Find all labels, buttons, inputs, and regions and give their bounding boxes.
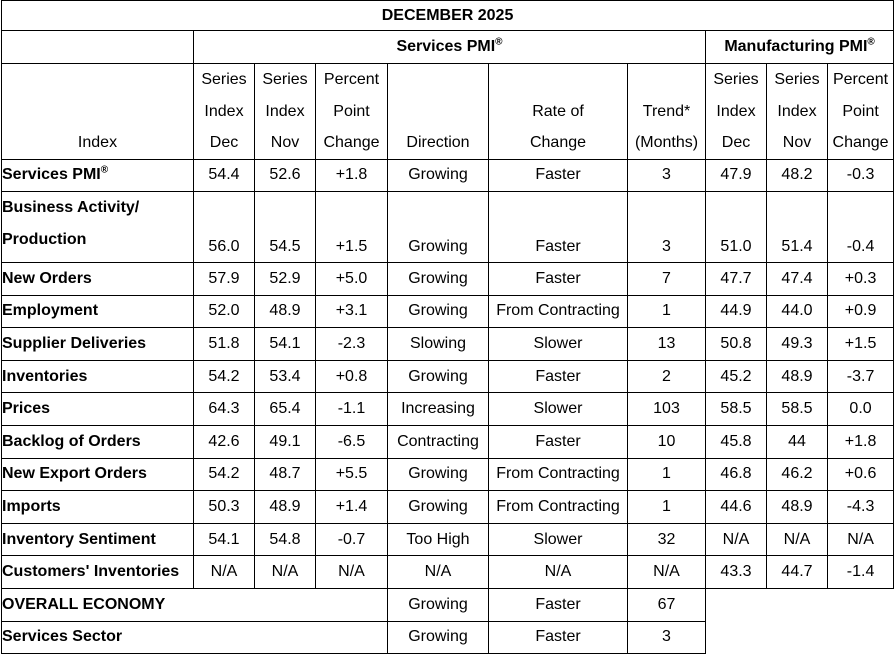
cell-mfg-nov: 48.9 — [767, 360, 828, 393]
header-line: Index — [777, 102, 817, 120]
cell-rate: Slower — [489, 328, 628, 361]
cell-mfg-change: 0.0 — [828, 393, 894, 426]
header-line: Change — [832, 134, 889, 151]
cell-mfg-dec: 46.8 — [706, 458, 767, 491]
cell-mfg-dec: 45.8 — [706, 426, 767, 459]
column-header-mfg-change — [828, 64, 894, 160]
cell-mfg-dec: 43.3 — [706, 556, 767, 589]
cell-rate: N/A — [489, 556, 628, 589]
cell-direction: Contracting — [388, 426, 489, 459]
summary-label: Services Sector — [2, 621, 388, 654]
cell-svc-nov: 52.6 — [255, 159, 316, 192]
cell-mfg-nov: N/A — [767, 523, 828, 556]
cell-svc-nov: 48.9 — [255, 491, 316, 524]
column-header-svc-change — [316, 64, 388, 160]
cell-svc-dec: 42.6 — [194, 426, 255, 459]
row-label-text: Services PMI — [2, 166, 101, 184]
index-label: Index — [77, 134, 118, 151]
header-line: (Months) — [634, 134, 699, 151]
header-line: Index — [204, 102, 244, 120]
cell-direction: Growing — [388, 458, 489, 491]
manufacturing-pmi-header — [706, 31, 894, 64]
cell-mfg-change: -1.4 — [828, 556, 894, 589]
cell-svc-nov: 54.5 — [255, 192, 316, 263]
empty-cell — [706, 621, 894, 654]
cell-trend: 1 — [628, 491, 706, 524]
column-header-mfg-dec — [706, 64, 767, 160]
cell-rate: Faster — [489, 589, 628, 622]
row-label — [2, 159, 194, 192]
table-row — [2, 523, 894, 556]
header-line: Series — [201, 71, 247, 88]
cell-svc-change: -0.7 — [316, 523, 388, 556]
table-title: DECEMBER 2025 — [2, 1, 894, 31]
summary-label: OVERALL ECONOMY — [2, 589, 388, 622]
cell-svc-nov: 54.8 — [255, 523, 316, 556]
cell-mfg-nov: 44.7 — [767, 556, 828, 589]
cell-svc-nov: N/A — [255, 556, 316, 589]
empty-cell — [706, 589, 894, 622]
cell-svc-dec: 64.3 — [194, 393, 255, 426]
cell-mfg-change: -0.4 — [828, 192, 894, 263]
header-line: Direction — [406, 134, 470, 151]
cell-svc-change: +1.5 — [316, 192, 388, 263]
cell-rate: Slower — [489, 523, 628, 556]
column-header-mfg-nov — [767, 64, 828, 160]
header-line: Nov — [782, 134, 812, 151]
cell-trend: 2 — [628, 360, 706, 393]
cell-direction: Growing — [388, 263, 489, 296]
cell-svc-change: +1.4 — [316, 491, 388, 524]
cell-svc-change: N/A — [316, 556, 388, 589]
cell-svc-dec: N/A — [194, 556, 255, 589]
cell-svc-change: +1.8 — [316, 159, 388, 192]
header-line: Point — [333, 102, 370, 120]
table-row — [2, 328, 894, 361]
cell-trend: 1 — [628, 295, 706, 328]
cell-svc-dec: 56.0 — [194, 192, 255, 263]
cell-mfg-dec: 47.7 — [706, 263, 767, 296]
cell-direction: Too High — [388, 523, 489, 556]
cell-svc-dec: 57.9 — [194, 263, 255, 296]
cell-mfg-change: +0.6 — [828, 458, 894, 491]
cell-mfg-change: +1.8 — [828, 426, 894, 459]
cell-direction: Growing — [388, 192, 489, 263]
registered-mark: ® — [100, 164, 109, 176]
row-label: Customers' Inventories — [2, 556, 194, 589]
cell-direction: Growing — [388, 491, 489, 524]
cell-direction: N/A — [388, 556, 489, 589]
pmi-table — [1, 0, 894, 654]
cell-svc-change: +5.0 — [316, 263, 388, 296]
cell-mfg-nov: 44.0 — [767, 295, 828, 328]
cell-svc-nov: 65.4 — [255, 393, 316, 426]
cell-rate: From Contracting — [489, 295, 628, 328]
cell-trend: 3 — [628, 621, 706, 654]
registered-mark: ® — [867, 36, 875, 48]
cell-rate: Slower — [489, 393, 628, 426]
header-line: Point — [842, 102, 879, 120]
summary-row — [2, 621, 894, 654]
cell-svc-nov: 52.9 — [255, 263, 316, 296]
cell-svc-nov: 48.9 — [255, 295, 316, 328]
cell-direction: Slowing — [388, 328, 489, 361]
row-label: New Orders — [2, 263, 194, 296]
column-header-index — [2, 64, 194, 160]
cell-direction: Increasing — [388, 393, 489, 426]
cell-rate: Faster — [489, 159, 628, 192]
cell-mfg-nov: 44 — [767, 426, 828, 459]
table-row — [2, 393, 894, 426]
cell-mfg-change: -4.3 — [828, 491, 894, 524]
table-row — [2, 556, 894, 589]
cell-trend: 3 — [628, 192, 706, 263]
cell-svc-change: +5.5 — [316, 458, 388, 491]
header-line: Change — [529, 134, 587, 151]
cell-svc-nov: 54.1 — [255, 328, 316, 361]
row-label: Prices — [2, 393, 194, 426]
cell-mfg-nov: 49.3 — [767, 328, 828, 361]
row-label-line: Business Activity/ — [2, 199, 140, 217]
cell-rate: From Contracting — [489, 458, 628, 491]
cell-direction: Growing — [388, 360, 489, 393]
cell-svc-dec: 54.1 — [194, 523, 255, 556]
cell-mfg-change: N/A — [828, 523, 894, 556]
cell-mfg-nov: 48.2 — [767, 159, 828, 192]
header-line: Trend* — [642, 102, 691, 120]
cell-mfg-change: +0.3 — [828, 263, 894, 296]
summary-row — [2, 589, 894, 622]
cell-mfg-nov: 47.4 — [767, 263, 828, 296]
services-pmi-header — [194, 31, 706, 64]
cell-mfg-change: -0.3 — [828, 159, 894, 192]
cell-trend: 10 — [628, 426, 706, 459]
cell-mfg-dec: 58.5 — [706, 393, 767, 426]
cell-svc-nov: 48.7 — [255, 458, 316, 491]
row-label-line: Production — [2, 231, 87, 249]
cell-mfg-nov: 58.5 — [767, 393, 828, 426]
column-header-svc-dec — [194, 64, 255, 160]
table-row — [2, 192, 894, 263]
registered-mark: ® — [495, 36, 503, 48]
cell-mfg-dec: 51.0 — [706, 192, 767, 263]
column-header-rate — [489, 64, 628, 160]
column-header-trend — [628, 64, 706, 160]
header-line: Change — [323, 134, 380, 151]
cell-rate: Faster — [489, 621, 628, 654]
cell-mfg-dec: 44.6 — [706, 491, 767, 524]
cell-svc-dec: 50.3 — [194, 491, 255, 524]
header-line: Dec — [209, 134, 239, 151]
header-line: Percent — [832, 71, 889, 88]
cell-rate: Faster — [489, 263, 628, 296]
cell-trend: 67 — [628, 589, 706, 622]
cell-mfg-dec: 47.9 — [706, 159, 767, 192]
cell-mfg-dec: 45.2 — [706, 360, 767, 393]
table-row — [2, 458, 894, 491]
cell-rate: From Contracting — [489, 491, 628, 524]
table-row — [2, 263, 894, 296]
cell-svc-change: -6.5 — [316, 426, 388, 459]
table-row — [2, 426, 894, 459]
cell-svc-dec: 52.0 — [194, 295, 255, 328]
index-header-spacer — [2, 31, 194, 64]
cell-rate: Faster — [489, 426, 628, 459]
table-row — [2, 360, 894, 393]
cell-svc-change: +0.8 — [316, 360, 388, 393]
manufacturing-pmi-header-label: Manufacturing PMI — [724, 38, 868, 55]
cell-svc-change: +3.1 — [316, 295, 388, 328]
header-line: Series — [713, 71, 759, 88]
cell-mfg-change: +0.9 — [828, 295, 894, 328]
cell-direction: Growing — [388, 589, 489, 622]
header-line: Rate of — [532, 102, 584, 120]
cell-trend: 7 — [628, 263, 706, 296]
cell-direction: Growing — [388, 159, 489, 192]
cell-svc-nov: 49.1 — [255, 426, 316, 459]
cell-svc-dec: 54.2 — [194, 360, 255, 393]
row-label: New Export Orders — [2, 458, 194, 491]
services-pmi-header-label: Services PMI — [396, 38, 496, 55]
row-label: Backlog of Orders — [2, 426, 194, 459]
row-label: Inventory Sentiment — [2, 523, 194, 556]
cell-mfg-dec: 44.9 — [706, 295, 767, 328]
cell-trend: 3 — [628, 159, 706, 192]
cell-trend: 13 — [628, 328, 706, 361]
header-line: Nov — [270, 134, 300, 151]
header-line: Dec — [721, 134, 751, 151]
cell-rate: Faster — [489, 360, 628, 393]
cell-mfg-nov: 48.9 — [767, 491, 828, 524]
table-row — [2, 295, 894, 328]
header-line: Percent — [323, 71, 380, 88]
cell-mfg-nov: 51.4 — [767, 192, 828, 263]
row-label: Imports — [2, 491, 194, 524]
table-row — [2, 159, 894, 192]
cell-rate: Faster — [489, 192, 628, 263]
header-line: Series — [262, 71, 308, 88]
row-label — [2, 192, 194, 263]
cell-svc-dec: 51.8 — [194, 328, 255, 361]
column-header-direction — [388, 64, 489, 160]
cell-svc-change: -2.3 — [316, 328, 388, 361]
cell-mfg-change: +1.5 — [828, 328, 894, 361]
row-label: Employment — [2, 295, 194, 328]
cell-trend: 1 — [628, 458, 706, 491]
table-row — [2, 491, 894, 524]
header-line: Series — [774, 71, 820, 88]
cell-trend: 32 — [628, 523, 706, 556]
cell-trend: 103 — [628, 393, 706, 426]
cell-mfg-dec: N/A — [706, 523, 767, 556]
cell-mfg-nov: 46.2 — [767, 458, 828, 491]
cell-svc-nov: 53.4 — [255, 360, 316, 393]
cell-direction: Growing — [388, 621, 489, 654]
header-line: Index — [716, 102, 756, 120]
cell-svc-dec: 54.4 — [194, 159, 255, 192]
cell-direction: Growing — [388, 295, 489, 328]
column-header-svc-nov — [255, 64, 316, 160]
row-label: Supplier Deliveries — [2, 328, 194, 361]
row-label: Inventories — [2, 360, 194, 393]
cell-mfg-change: -3.7 — [828, 360, 894, 393]
cell-trend: N/A — [628, 556, 706, 589]
cell-svc-change: -1.1 — [316, 393, 388, 426]
cell-svc-dec: 54.2 — [194, 458, 255, 491]
header-line: Index — [265, 102, 305, 120]
cell-mfg-dec: 50.8 — [706, 328, 767, 361]
